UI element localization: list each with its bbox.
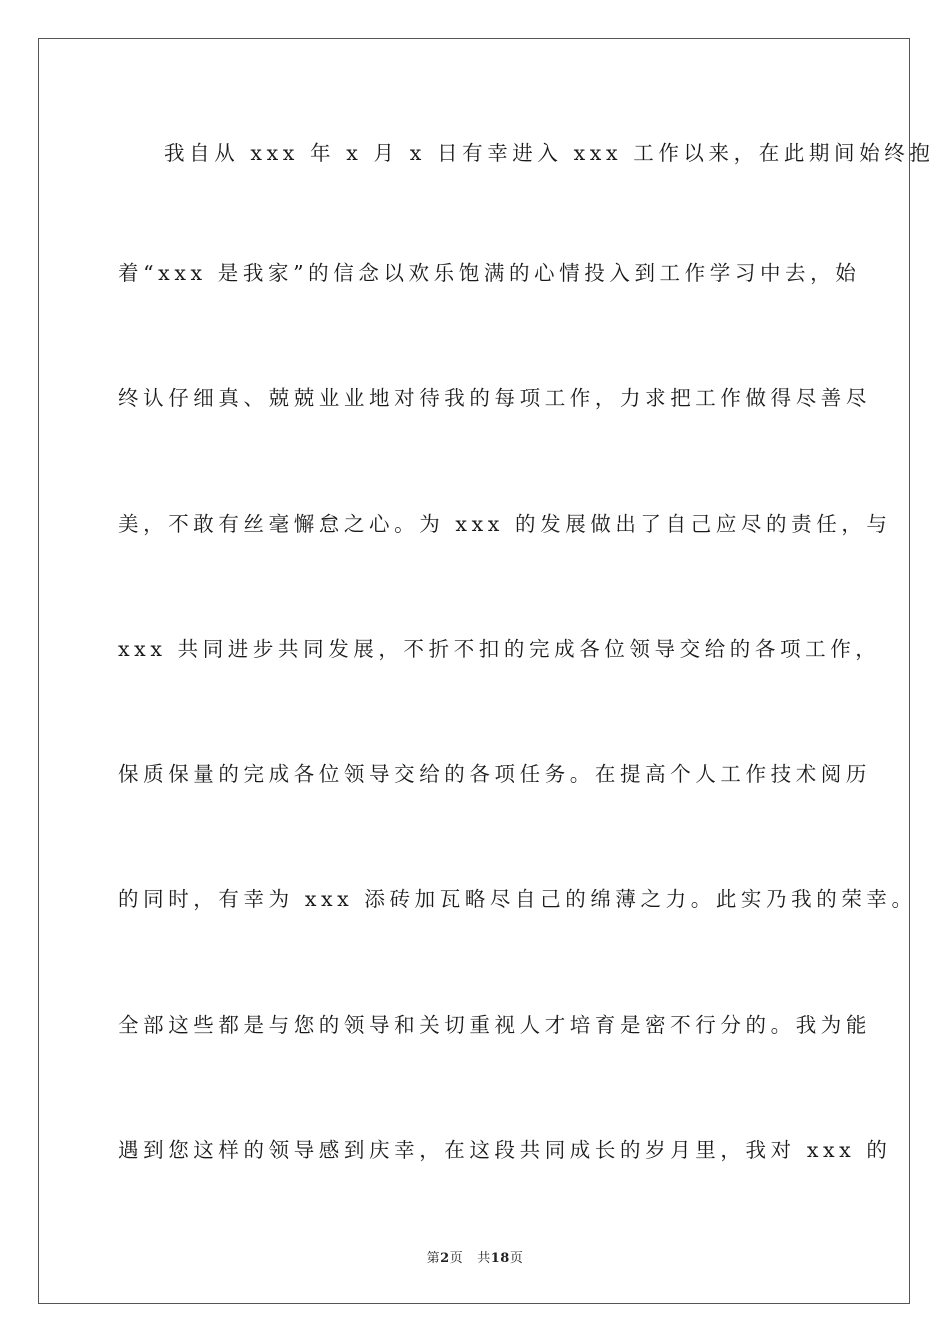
paragraph-line-3: 终认仔细真、兢兢业业地对待我的每项工作，力求把工作做得尽善尽 (118, 386, 871, 410)
page-suffix: 页 (449, 1251, 464, 1266)
total-page-count: 18 (490, 1251, 510, 1266)
current-page-number: 2 (440, 1251, 450, 1266)
paragraph-line-9: 遇到您这样的领导感到庆幸，在这段共同成长的岁月里，我对 xxx 的 (118, 1138, 892, 1162)
page-prefix: 第 (426, 1251, 441, 1266)
paragraph-line-4: 美，不敢有丝毫懈怠之心。为 xxx 的发展做出了自己应尽的责任，与 (118, 512, 892, 536)
paragraph-line-6: 保质保量的完成各位领导交给的各项任务。在提高个人工作技术阅历 (118, 762, 871, 786)
paragraph-line-1: 我自从 xxx 年 x 月 x 日有幸进入 xxx 工作以来，在此期间始终抱 (164, 141, 935, 165)
paragraph-line-2: 着“xxx 是我家”的信念以欢乐饱满的心情投入到工作学习中去，始 (118, 261, 861, 285)
total-prefix: 共 (477, 1251, 491, 1266)
total-suffix: 页 (509, 1251, 524, 1266)
paragraph-line-8: 全部这些都是与您的领导和关切重视人才培育是密不行分的。我为能 (118, 1013, 871, 1037)
paragraph-line-7: 的同时，有幸为 xxx 添砖加瓦略尽自己的绵薄之力。此实乃我的荣幸。 (118, 887, 917, 911)
page-border (38, 38, 910, 1304)
page-footer (0, 1247, 950, 1266)
paragraph-line-5: xxx 共同进步共同发展，不折不扣的完成各位领导交给的各项工作， (118, 637, 881, 661)
